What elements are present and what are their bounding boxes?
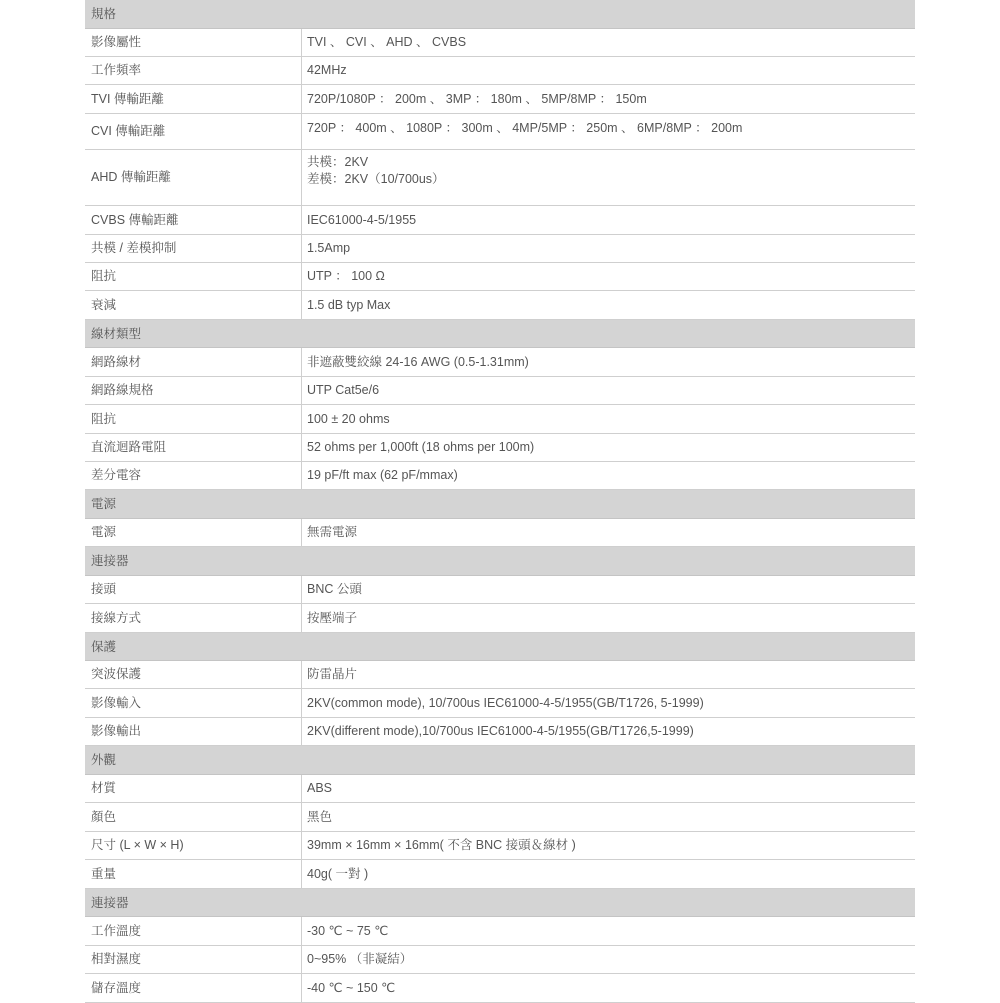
spec-value-text: 2KV(common mode), 10/700us IEC61000-4-5/1955(GB/T1726, 5-1999) <box>307 695 704 710</box>
spec-value-text: 非遮蔽雙絞線 24-16 AWG (0.5-1.31mm) <box>307 354 529 369</box>
spec-value <box>302 57 915 84</box>
section-title: 保護 <box>91 640 117 654</box>
spec-value <box>302 405 915 433</box>
spec-label: 突波保護 <box>85 661 302 688</box>
spec-label: 網路線材 <box>85 348 302 376</box>
section-header <box>85 490 915 519</box>
spec-value <box>302 462 915 489</box>
spec-value <box>302 235 915 262</box>
spec-value-text: 720P/1080P ： 200m 、 3MP ： 180m 、 5MP/8MP ： 150m <box>307 91 647 106</box>
spec-label: 共模 / 差模抑制 <box>85 235 302 262</box>
spec-value <box>302 775 915 802</box>
spec-row <box>85 434 915 462</box>
spec-row <box>85 519 915 547</box>
spec-label: 尺寸 (L × W × H) <box>85 832 302 859</box>
section-header <box>85 889 915 917</box>
spec-label: AHD 傳輸距離 <box>85 150 302 205</box>
section-title: 線材類型 <box>91 327 142 341</box>
spec-value-text: 1.5Amp <box>307 241 351 255</box>
spec-value <box>302 519 915 546</box>
section-header <box>85 547 915 576</box>
spec-label: 材質 <box>85 775 302 802</box>
spec-value <box>302 206 915 234</box>
spec-label: 直流迴路電阻 <box>85 434 302 461</box>
spec-value-text: ABS <box>307 781 333 795</box>
spec-row <box>85 860 915 889</box>
spec-value-text: UTP Cat5e/6 <box>307 383 380 397</box>
spec-table <box>85 0 915 1003</box>
spec-value <box>302 718 915 745</box>
spec-value-text-line2: 差模：2KV（10/700us） <box>307 172 445 186</box>
spec-label: CVI 傳輸距離 <box>85 114 302 149</box>
spec-value <box>302 860 915 888</box>
spec-row <box>85 775 915 803</box>
spec-value <box>302 150 915 205</box>
spec-value <box>302 29 915 56</box>
spec-value <box>302 974 915 1002</box>
spec-value-text: 2KV(different mode),10/700us IEC61000-4-5/1955(GB/T1726,5-1999) <box>307 724 694 738</box>
spec-value <box>302 377 915 404</box>
spec-value <box>302 604 915 632</box>
spec-value-text: UTP ： 100 Ω <box>307 269 385 283</box>
spec-value <box>302 291 915 319</box>
spec-row <box>85 832 915 860</box>
spec-row <box>85 462 915 490</box>
spec-value <box>302 576 915 603</box>
spec-row <box>85 114 915 150</box>
section-header <box>85 746 915 775</box>
spec-value-text: 19 pF/ft max (62 pF/mmax) <box>307 468 458 482</box>
section-header <box>85 0 915 29</box>
spec-row <box>85 263 915 291</box>
spec-value-text: 1.5 dB typ Max <box>307 297 391 312</box>
section-title: 外觀 <box>91 753 117 767</box>
spec-label: 重量 <box>85 860 302 888</box>
spec-value-text: 防雷晶片 <box>307 667 358 681</box>
spec-label: CVBS 傳輸距離 <box>85 206 302 234</box>
spec-label: 接線方式 <box>85 604 302 632</box>
spec-row <box>85 291 915 320</box>
spec-label: 相對濕度 <box>85 946 302 973</box>
spec-value-text: IEC61000-4-5/1955 <box>307 212 417 227</box>
section-header <box>85 633 915 661</box>
spec-row <box>85 689 915 718</box>
spec-label: TVI 傳輸距離 <box>85 85 302 113</box>
spec-row <box>85 946 915 974</box>
spec-value-text: 共模：2KV <box>307 155 369 169</box>
section-header <box>85 320 915 348</box>
spec-value <box>302 85 915 113</box>
spec-label: 影像輸出 <box>85 718 302 745</box>
spec-value-text: 40g( 一對 ) <box>307 866 369 881</box>
spec-row <box>85 405 915 434</box>
spec-label: 阻抗 <box>85 263 302 290</box>
spec-label: 儲存溫度 <box>85 974 302 1002</box>
spec-row <box>85 974 915 1003</box>
spec-value <box>302 114 915 149</box>
spec-value <box>302 803 915 831</box>
spec-row <box>85 718 915 746</box>
spec-label: 網路線規格 <box>85 377 302 404</box>
spec-row <box>85 377 915 405</box>
spec-label: 衰減 <box>85 291 302 319</box>
spec-row <box>85 150 915 206</box>
section-title: 規格 <box>91 7 117 21</box>
spec-label: 電源 <box>85 519 302 546</box>
spec-label: 影像屬性 <box>85 29 302 56</box>
spec-label: 阻抗 <box>85 405 302 433</box>
spec-row <box>85 917 915 946</box>
spec-value <box>302 832 915 859</box>
spec-value <box>302 434 915 461</box>
section-title: 電源 <box>91 497 117 511</box>
spec-value <box>302 348 915 376</box>
spec-value-text: 42MHz <box>307 63 347 77</box>
spec-value-text: 黑色 <box>307 809 333 824</box>
spec-row <box>85 85 915 114</box>
spec-label: 影像輸入 <box>85 689 302 717</box>
spec-row <box>85 57 915 85</box>
spec-row <box>85 29 915 57</box>
spec-row <box>85 803 915 832</box>
spec-value-text: -30 ℃ ~ 75 ℃ <box>307 923 389 938</box>
spec-value-text: 39mm × 16mm × 16mm( 不含 BNC 接頭＆線材 ) <box>307 838 576 852</box>
spec-row <box>85 348 915 377</box>
spec-value-text: 52 ohms per 1,000ft (18 ohms per 100m) <box>307 440 535 454</box>
spec-value <box>302 689 915 717</box>
spec-value-text: 720P ： 400m 、 1080P ： 300m 、 4MP/5MP ： 250m 、 6MP/8MP ： 200m <box>307 121 743 135</box>
spec-row <box>85 661 915 689</box>
spec-value <box>302 263 915 290</box>
section-title: 連接器 <box>91 554 129 568</box>
spec-value-text: -40 ℃ ~ 150 ℃ <box>307 980 396 995</box>
spec-value-text: 100 ± 20 ohms <box>307 411 390 426</box>
section-title: 連接器 <box>91 896 129 910</box>
spec-label: 差分電容 <box>85 462 302 489</box>
spec-row <box>85 206 915 235</box>
spec-value <box>302 917 915 945</box>
spec-label: 顏色 <box>85 803 302 831</box>
spec-value-text: 按壓端子 <box>307 610 358 625</box>
spec-label: 接頭 <box>85 576 302 603</box>
spec-value <box>302 661 915 688</box>
spec-row <box>85 576 915 604</box>
spec-value-text: 0~95% （非凝結） <box>307 952 413 966</box>
spec-value <box>302 946 915 973</box>
spec-value-text: 無需電源 <box>307 525 358 539</box>
spec-row <box>85 235 915 263</box>
spec-row <box>85 604 915 633</box>
spec-value-text: TVI 、 CVI 、 AHD 、 CVBS <box>307 35 467 49</box>
spec-label: 工作頻率 <box>85 57 302 84</box>
spec-label: 工作溫度 <box>85 917 302 945</box>
spec-value-text: BNC 公頭 <box>307 582 362 596</box>
